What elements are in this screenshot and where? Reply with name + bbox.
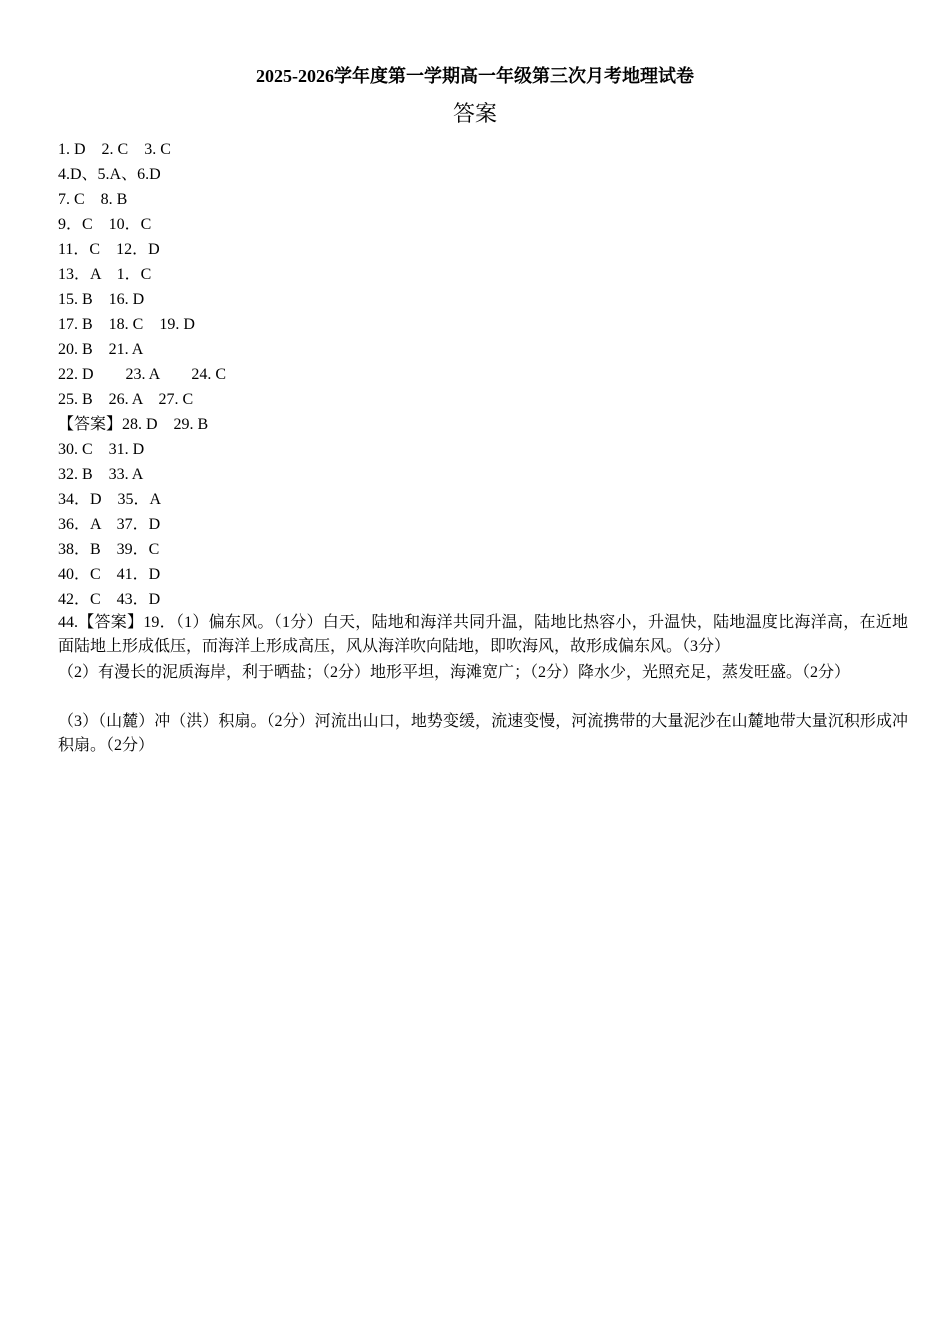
answer-line: 【答案】28. D 29. B	[58, 416, 209, 433]
page-title: 2025-2026学年度第一学期高一年级第三次月考地理试卷	[256, 66, 694, 86]
answer-line: 11．C 12．D	[58, 241, 160, 258]
essay-answer-part-1: 44.【答案】19．（1）偏东风。（1分）白天，陆地和海洋共同升温，陆地比热容小，升温快，陆地温度比海洋高，在近地面陆地上形成低压，而海洋上形成高压，风从海洋吹向陆地，即吹海风，故形成偏东风。（3分）	[58, 614, 908, 655]
answer-line: 1. D 2. C 3. C	[58, 141, 171, 158]
essay-answer-part-2: （2）有漫长的泥质海岸，利于晒盐；（2分）地形平坦，海滩宽广；（2分）降水少，光照充足，蒸发旺盛。（2分）	[58, 664, 851, 681]
answer-line: 17. B 18. C 19. D	[58, 316, 195, 333]
answer-line: 25. B 26. A 27. C	[58, 391, 194, 408]
answer-line: 20. B 21. A	[58, 341, 144, 358]
answer-list	[58, 139, 908, 614]
answer-line: 34．D 35．A	[58, 491, 162, 508]
answer-line: 22. D 23. A 24. C	[58, 366, 227, 383]
answer-line: 30. C 31. D	[58, 441, 145, 458]
answer-line: 9．C 10．C	[58, 216, 152, 233]
answer-line: 15. B 16. D	[58, 291, 145, 308]
answer-line: 36．A 37．D	[58, 516, 161, 533]
answer-line: 13．A 1．C	[58, 266, 152, 283]
answer-line: 7. C 8. B	[58, 191, 128, 208]
answer-line: 38．B 39．C	[58, 541, 160, 558]
answer-line: 40．C 41．D	[58, 566, 161, 583]
answer-line: 32. B 33. A	[58, 466, 144, 483]
answer-line: 4.D、5.A、6.D	[58, 166, 161, 183]
essay-answer-part-3: （3）（山麓）冲（洪）积扇。（2分）河流出山口，地势变缓，流速变慢，河流携带的大量泥沙在山麓地带大量沉积形成冲积扇。（2分）	[58, 713, 908, 754]
answer-line: 42．C 43．D	[58, 591, 161, 608]
page-subtitle: 答案	[452, 101, 497, 126]
